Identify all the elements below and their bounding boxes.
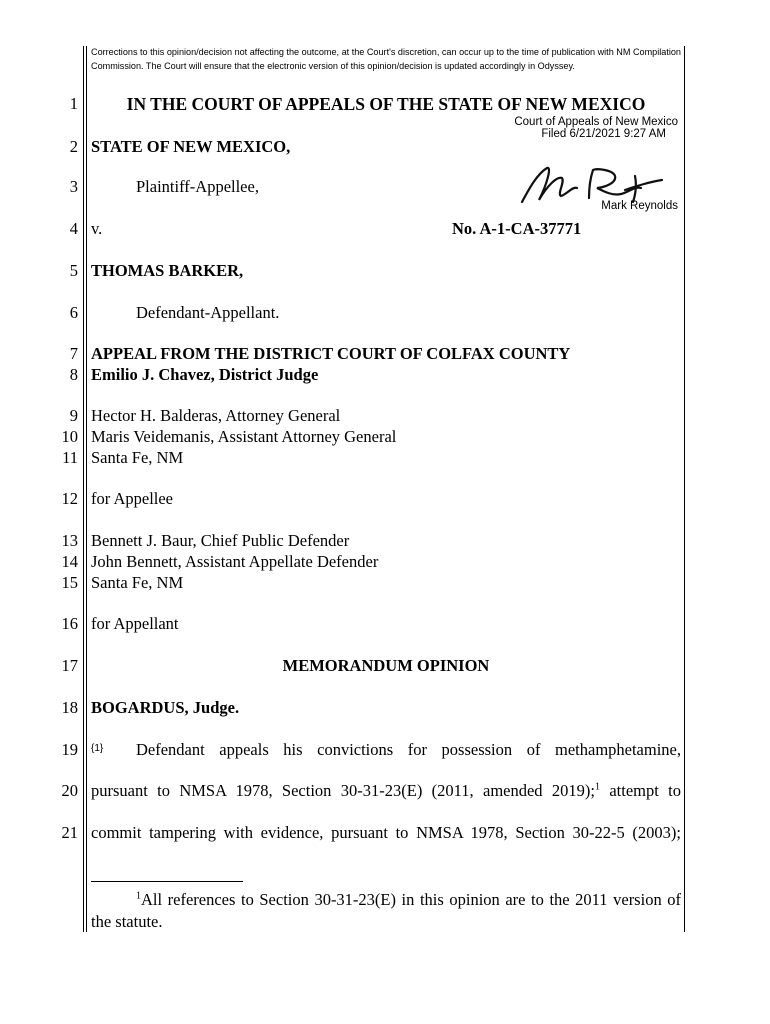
line-number: 4	[69, 219, 78, 238]
appellee-counsel-line: Maris Veidemanis, Assistant Attorney General	[91, 427, 397, 446]
left-margin-rule-inner	[86, 46, 87, 932]
appellee-counsel-line: Santa Fe, NM	[91, 448, 184, 467]
appellee-label: for Appellee	[91, 489, 174, 508]
line-number: 11	[62, 448, 78, 467]
line-number: 10	[61, 427, 78, 446]
footnote-marker: 1	[136, 890, 141, 902]
body-text: attempt to	[599, 781, 681, 800]
stamp-filed: Filed 6/21/2021 9:27 AM	[541, 128, 666, 140]
body-line	[91, 781, 681, 801]
district-judge: Emilio J. Chavez, District Judge	[91, 365, 319, 384]
defendant-role: Defendant-Appellant.	[136, 303, 280, 322]
opinion-title: MEMORANDUM OPINION	[282, 656, 490, 675]
footnote	[91, 889, 681, 933]
plaintiff-name: STATE OF NEW MEXICO,	[91, 137, 291, 156]
left-margin-rule	[83, 46, 84, 932]
appellant-counsel-line: Santa Fe, NM	[91, 573, 184, 592]
court-heading: IN THE COURT OF APPEALS OF THE STATE OF NEW MEXICO	[126, 94, 646, 114]
corrections-notice: Corrections to this opinion/decision not affecting the outcome, at the Court's discretion, can occur up to the time of publication with NM Compilation Commission. The Court will ensure that the electronic version of this opinion/decision is updated accordingly in Odyssey.	[91, 47, 681, 71]
stamp-signer: Mark Reynolds	[601, 200, 678, 212]
footnote-text: All references to Section 30-31-23(E) in this opinion are to the 2011 version of the statute.	[91, 890, 681, 931]
line-number: 7	[69, 344, 78, 363]
line-number: 12	[61, 489, 78, 508]
line-number: 21	[61, 823, 78, 842]
right-margin-rule	[684, 46, 685, 932]
author-judge: BOGARDUS, Judge.	[91, 698, 240, 717]
line-number: 1	[69, 94, 78, 113]
appellee-counsel-line: Hector H. Balderas, Attorney General	[91, 406, 341, 425]
line-number: 3	[69, 177, 78, 196]
line-number: 20	[61, 781, 78, 800]
line-number: 14	[61, 552, 78, 571]
line-number: 17	[61, 656, 78, 675]
body-text: pursuant to NMSA 1978, Section 30-31-23(E) (2011, amended 2019);	[91, 781, 595, 800]
appellant-counsel-line: Bennett J. Baur, Chief Public Defender	[91, 531, 350, 550]
footnote-divider	[91, 881, 243, 882]
line-number: 2	[69, 137, 78, 156]
line-number: 8	[69, 365, 78, 384]
stamp-court: Court of Appeals of New Mexico	[514, 116, 678, 128]
paragraph-marker: {1}	[91, 743, 104, 754]
line-number: 9	[69, 406, 78, 425]
line-number: 19	[61, 740, 78, 759]
case-number: No. A-1-CA-37771	[452, 219, 582, 238]
plaintiff-role: Plaintiff-Appellee,	[136, 177, 259, 196]
appeal-from: APPEAL FROM THE DISTRICT COURT OF COLFAX COUNTY	[91, 344, 571, 363]
versus: v.	[91, 219, 103, 238]
footnote-reference: 1	[594, 781, 600, 793]
line-number: 15	[61, 573, 78, 592]
body-line: commit tampering with evidence, pursuant to NMSA 1978, Section 30-22-5 (2003);	[91, 823, 681, 842]
line-number: 16	[61, 614, 78, 633]
line-number: 13	[61, 531, 78, 550]
appellant-counsel-line: John Bennett, Assistant Appellate Defender	[91, 552, 379, 571]
line-number: 5	[69, 261, 78, 280]
line-number: 6	[69, 303, 78, 322]
defendant-name: THOMAS BARKER,	[91, 261, 244, 280]
line-number: 18	[61, 698, 78, 717]
body-line: Defendant appeals his convictions for possession of methamphetamine,	[136, 740, 681, 759]
appellant-label: for Appellant	[91, 614, 179, 633]
